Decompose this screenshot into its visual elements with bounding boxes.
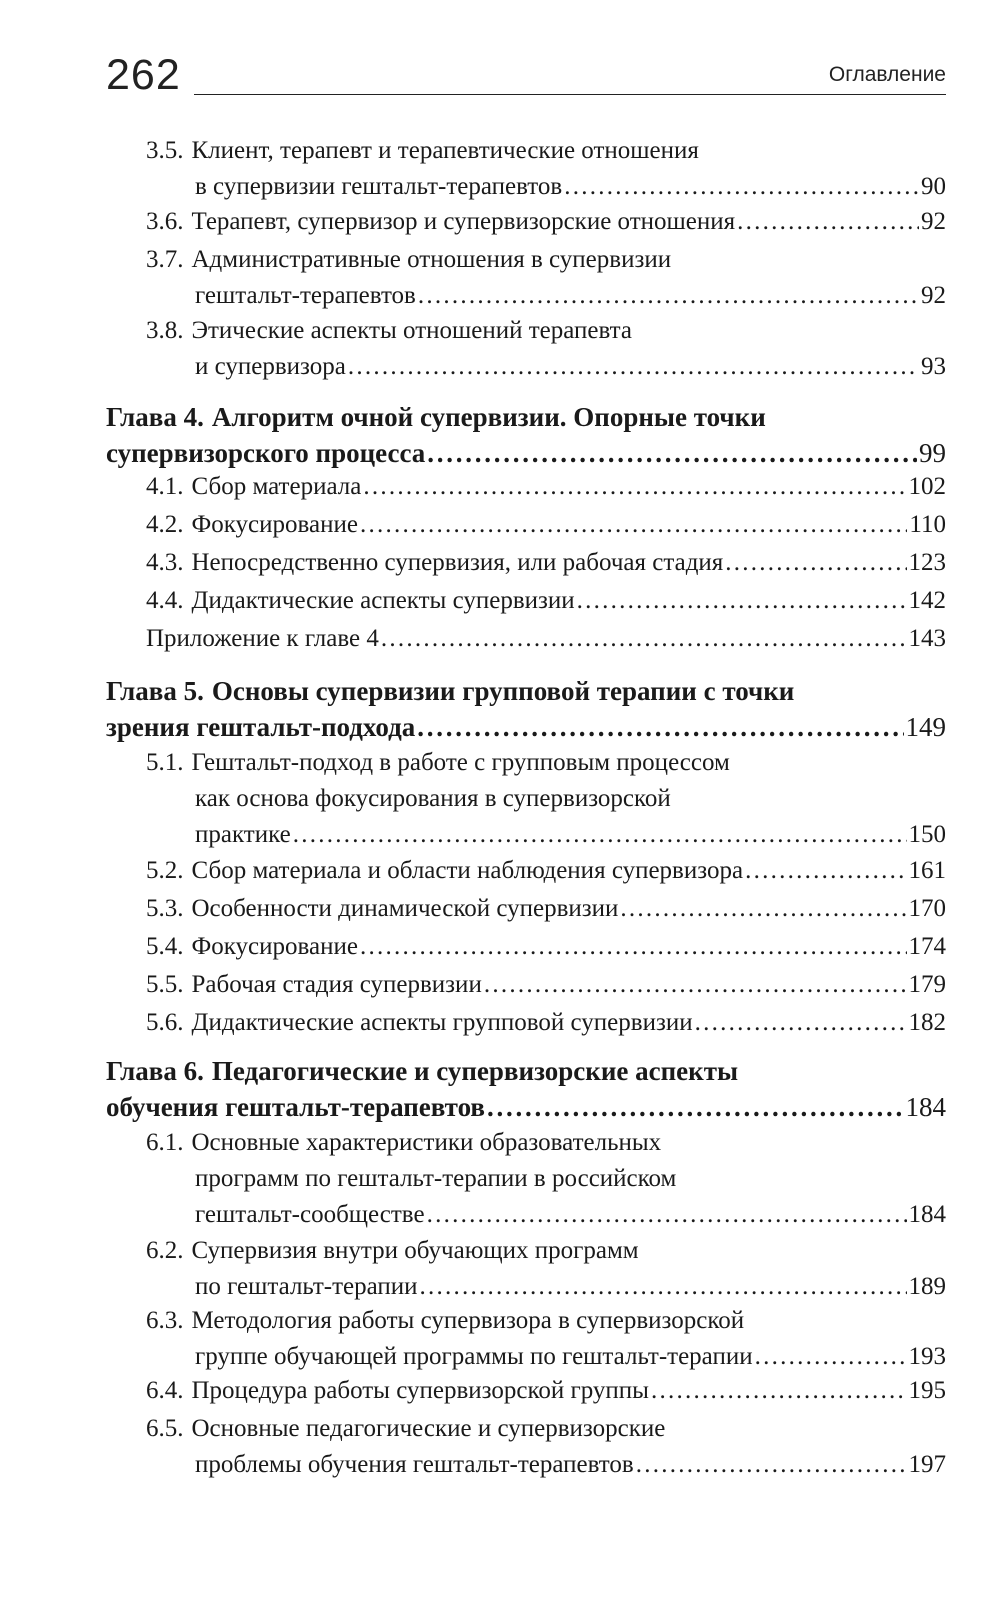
- toc-title: Педагогические и супервизорские аспекты: [211, 1056, 739, 1086]
- toc-line: [146, 241, 671, 279]
- dot-leader: [293, 816, 907, 854]
- toc-line: [195, 348, 946, 386]
- toc-title: Основы супервизии групповой терапии с точки: [211, 676, 795, 706]
- dot-leader: [564, 168, 919, 206]
- toc-title: Фокусирование: [191, 933, 358, 960]
- toc-title: гештальт-сообществе: [195, 1201, 425, 1228]
- toc-title: в супервизии гештальт-терапевтов: [195, 173, 563, 200]
- toc-title: Гештальт-подход в работе с групповым процессом: [191, 749, 730, 776]
- toc-title: программ по гештальт-терапии в российском: [195, 1165, 677, 1192]
- running-title: Оглавление: [828, 63, 946, 86]
- toc-line: [146, 506, 946, 544]
- toc-line: [146, 132, 699, 170]
- toc-page-number: 93: [921, 353, 946, 380]
- toc-title: Фокусирование: [191, 511, 358, 538]
- dot-leader: [381, 620, 907, 658]
- toc-number: 4.1.: [146, 473, 184, 500]
- toc-title: Терапевт, супервизор и супервизорские отношения: [191, 208, 736, 235]
- toc-title: Рабочая стадия супервизии: [191, 971, 482, 998]
- toc-line: [195, 1446, 946, 1484]
- toc-title: гештальт-терапевтов: [195, 282, 416, 309]
- toc-page-number: 149: [905, 712, 946, 742]
- toc-title: практике: [195, 821, 291, 848]
- toc-number: Глава 4.: [106, 402, 204, 432]
- toc-title: Приложение к главе 4: [146, 625, 379, 652]
- toc-line: [106, 708, 946, 746]
- toc-title: и супервизора: [195, 353, 346, 380]
- toc-number: Глава 6.: [106, 1056, 204, 1086]
- toc-number: Глава 5.: [106, 676, 204, 706]
- toc-page-number: 150: [908, 821, 946, 848]
- page-header: [106, 50, 946, 100]
- dot-leader: [755, 1338, 907, 1376]
- toc-line: [146, 1302, 744, 1340]
- toc-number: 5.1.: [146, 749, 184, 776]
- toc-title: Особенности динамической супервизии: [191, 895, 619, 922]
- toc-page-number: 193: [908, 1343, 946, 1370]
- toc-line: [146, 544, 946, 582]
- toc-page-number: 179: [908, 971, 946, 998]
- toc-title: Клиент, терапевт и терапевтические отношения: [191, 137, 699, 164]
- toc-page-number: 90: [921, 173, 946, 200]
- toc-line: [146, 928, 946, 966]
- dot-leader: [348, 348, 919, 386]
- toc-page-number: 184: [905, 1092, 946, 1122]
- toc-page-number: 182: [908, 1009, 946, 1036]
- toc-line: [106, 398, 766, 436]
- toc-title: супервизорского процесса: [106, 438, 426, 468]
- toc-number: 5.6.: [146, 1009, 184, 1036]
- toc-page-number: 161: [908, 857, 946, 884]
- toc-page-number: 99: [919, 438, 946, 468]
- toc-line: [146, 620, 946, 658]
- toc-title: Непосредственно супервизия, или рабочая стадия: [191, 549, 724, 576]
- toc-line: [106, 1052, 738, 1090]
- toc-title: по гештальт-терапии: [195, 1273, 418, 1300]
- toc-page-number: 189: [908, 1273, 946, 1300]
- toc-title: Сбор материала: [191, 473, 362, 500]
- toc-line: [146, 1232, 639, 1270]
- dot-leader: [360, 928, 907, 966]
- toc-number: 6.5.: [146, 1415, 184, 1442]
- toc-title: Административные отношения в супервизии: [191, 246, 672, 273]
- toc-page-number: 197: [908, 1451, 946, 1478]
- dot-leader: [577, 582, 907, 620]
- toc-line: [146, 468, 946, 506]
- toc-number: 4.3.: [146, 549, 184, 576]
- toc-title: Процедура работы супервизорской группы: [191, 1377, 649, 1404]
- toc-page-number: 184: [908, 1201, 946, 1228]
- toc-title: зрения гештальт-подхода: [106, 712, 416, 742]
- toc-page-number: 102: [908, 473, 946, 500]
- dot-leader: [745, 852, 906, 890]
- toc-line: [195, 816, 946, 854]
- toc-line: [195, 1196, 946, 1234]
- dot-leader: [620, 890, 906, 928]
- toc-page-number: 110: [909, 511, 946, 538]
- toc-line: [195, 277, 946, 315]
- toc-number: 5.2.: [146, 857, 184, 884]
- toc-title: Дидактические аспекты групповой супервизии: [191, 1009, 693, 1036]
- toc-line: [146, 852, 946, 890]
- dot-leader: [636, 1446, 907, 1484]
- toc-number: 6.3.: [146, 1307, 184, 1334]
- toc-number: 3.8.: [146, 317, 184, 344]
- toc-number: 5.4.: [146, 933, 184, 960]
- toc-title: Алгоритм очной супервизии. Опорные точки: [211, 402, 766, 432]
- toc-line: [146, 582, 946, 620]
- toc-title: Основные педагогические и супервизорские: [191, 1415, 666, 1442]
- toc-title: Сбор материала и области наблюдения супервизора: [191, 857, 744, 884]
- toc-page-number: 170: [908, 895, 946, 922]
- toc-page-number: 123: [908, 549, 946, 576]
- toc-page-number: 174: [908, 933, 946, 960]
- dot-leader: [417, 708, 903, 746]
- toc-title: как основа фокусирования в супервизорской: [195, 785, 671, 812]
- toc-page-number: 92: [921, 208, 946, 235]
- toc-title: Этические аспекты отношений терапевта: [191, 317, 633, 344]
- toc-line: [146, 744, 730, 782]
- page-number: 262: [106, 51, 181, 99]
- toc-page-number: 195: [908, 1377, 946, 1404]
- toc-line: [146, 1410, 665, 1448]
- toc-line: [146, 1372, 946, 1410]
- toc-number: 6.1.: [146, 1129, 184, 1156]
- toc-line: [195, 780, 671, 818]
- header-rule: [194, 94, 946, 95]
- toc-number: 6.2.: [146, 1237, 184, 1264]
- toc-line: [146, 1124, 661, 1162]
- toc-number: 5.5.: [146, 971, 184, 998]
- dot-leader: [418, 277, 919, 315]
- toc-title: обучения гештальт-терапевтов: [106, 1092, 485, 1122]
- toc-number: 4.2.: [146, 511, 184, 538]
- dot-leader: [363, 468, 906, 506]
- dot-leader: [737, 203, 919, 241]
- toc-title: Дидактические аспекты супервизии: [191, 587, 575, 614]
- toc-title: Супервизия внутри обучающих программ: [191, 1237, 639, 1264]
- dot-leader: [695, 1004, 907, 1042]
- toc-line: [146, 312, 632, 350]
- toc-title: группе обучающей программы по гештальт-терапии: [195, 1343, 753, 1370]
- dot-leader: [487, 1088, 904, 1126]
- toc-line: [146, 966, 946, 1004]
- toc-number: 3.6.: [146, 208, 184, 235]
- dot-leader: [420, 1268, 907, 1306]
- dot-leader: [484, 966, 907, 1004]
- toc-line: [195, 1268, 946, 1306]
- toc-page-number: 143: [908, 625, 946, 652]
- dot-leader: [427, 434, 917, 472]
- toc-line: [146, 203, 946, 241]
- toc-line: [106, 1088, 946, 1126]
- dot-leader: [427, 1196, 907, 1234]
- toc-title: Основные характеристики образовательных: [191, 1129, 662, 1156]
- toc-number: 4.4.: [146, 587, 184, 614]
- toc-title: проблемы обучения гештальт-терапевтов: [195, 1451, 634, 1478]
- toc-line: [106, 672, 794, 710]
- toc-number: 6.4.: [146, 1377, 184, 1404]
- toc-line: [195, 168, 946, 206]
- dot-leader: [360, 506, 907, 544]
- toc-line: [195, 1338, 946, 1376]
- toc-page-number: 142: [908, 587, 946, 614]
- toc-line: [195, 1160, 676, 1198]
- toc-number: 3.5.: [146, 137, 184, 164]
- dot-leader: [651, 1372, 907, 1410]
- toc-line: [146, 1004, 946, 1042]
- toc-page-number: 92: [921, 282, 946, 309]
- toc-title: Методология работы супервизора в супервизорской: [191, 1307, 745, 1334]
- toc-line: [106, 434, 946, 472]
- toc-number: 3.7.: [146, 246, 184, 273]
- dot-leader: [725, 544, 906, 582]
- toc-line: [146, 890, 946, 928]
- toc-number: 5.3.: [146, 895, 184, 922]
